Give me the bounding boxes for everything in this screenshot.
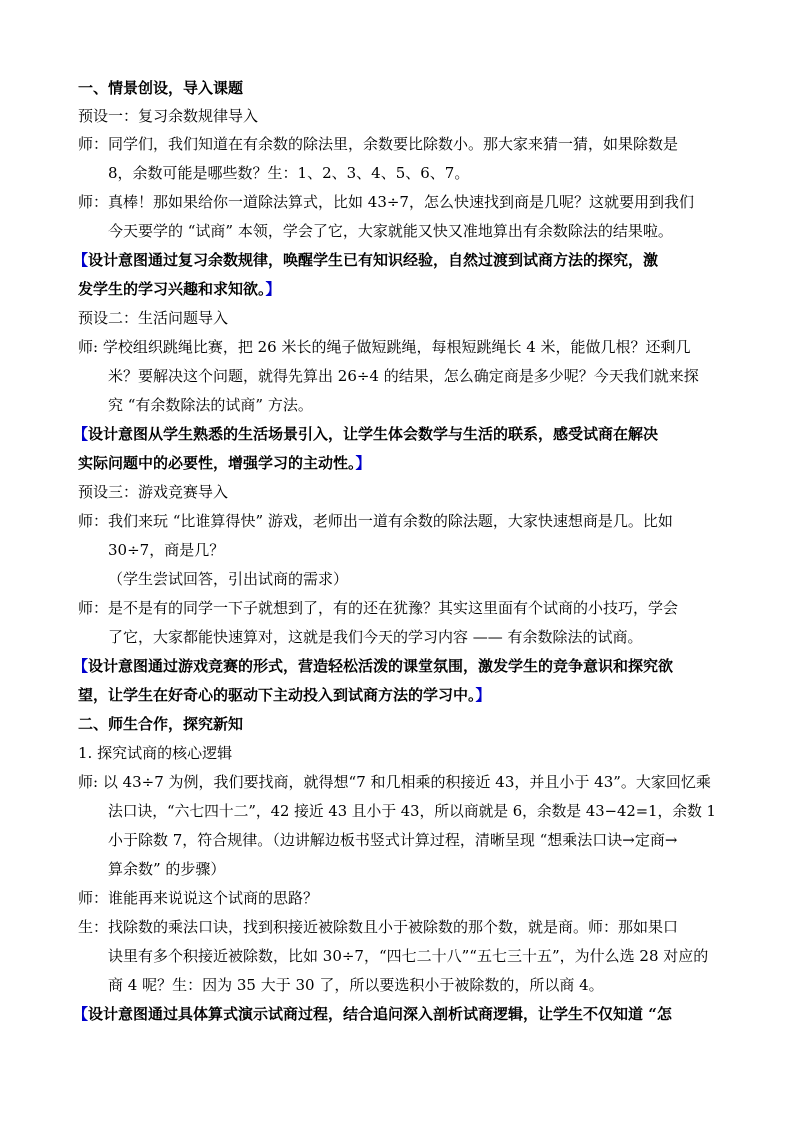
preset1-design-line2 xyxy=(78,279,281,299)
section2-heading: 二、师生合作，探究新知 xyxy=(78,715,244,733)
bracket-open: 【 xyxy=(73,251,89,269)
preset1-teacher1-line2: 8，余数可能是哪些数？生：1、2、3、4、5、6、7。 xyxy=(108,164,470,182)
bracket-open: 【 xyxy=(73,1005,89,1023)
preset2-design-line2 xyxy=(78,453,371,473)
design-text: 设计意图通过具体算式演示试商过程，结合追问深入剖析试商逻辑，让学生不仅知道 “怎 xyxy=(88,1005,672,1023)
section1-heading: 一、情景创设，导入课题 xyxy=(78,79,244,97)
preset2-design-line1 xyxy=(73,424,658,444)
section2-student-line1: 生：找除数的乘法口诀，找到积接近被除数且小于被除数的那个数，就是商。师：那如果口 xyxy=(78,918,679,936)
preset2-teacher-line1: 师: 学校组织跳绳比赛，把 26 米长的绳子做短跳绳，每根短跳绳长 4 米，能做几根？还剩几 xyxy=(78,338,691,356)
preset2-teacher-line2: 米？要解决这个问题，就得先算出 26÷4 的结果，怎么确定商是多少呢？今天我们就来探 xyxy=(108,367,699,385)
preset3-teacher2-line1: 师：是不是有的同学一下子就想到了，有的还在犹豫？其实这里面有个试商的小技巧，学会 xyxy=(78,599,679,617)
section2-teacher1-line4: 算余数” 的步骤） xyxy=(108,860,226,878)
preset3-note: （学生尝试回答，引出试商的需求） xyxy=(108,570,349,588)
preset1-design-line1 xyxy=(73,250,658,270)
bracket-close: 】 xyxy=(355,454,371,472)
preset1-teacher2-line1: 师：真棒！那如果给你一道除法算式，比如 43÷7，怎么快速找到商是几呢？这就要用到我们 xyxy=(78,193,694,211)
design-text: 实际问题中的必要性，增强学习的主动性。 xyxy=(78,454,356,472)
preset1-teacher2-line2: 今天要学的 “试商” 本领，学会了它，大家就能又快又准地算出有余数除法的结果啦。 xyxy=(108,222,673,240)
design-text: 设计意图通过游戏竞赛的形式，营造轻松活泼的课堂氛围，激发学生的竞争意识和探究欲 xyxy=(88,657,674,675)
section2-teacher1-line2: 法口诀，“六七四十二”，42 接近 43 且小于 43，所以商就是 6，余数是 43−42=1，余数 1 xyxy=(108,802,716,820)
bracket-open: 【 xyxy=(73,657,89,675)
preset1-teacher1-line1: 师：同学们，我们知道在有余数的除法里，余数要比除数小。那大家来猜一猜，如果除数是 xyxy=(78,135,679,153)
bracket-close: 】 xyxy=(475,686,491,704)
section2-sub1: 1. 探究试商的核心逻辑 xyxy=(78,744,233,762)
section2-student-line2: 诀里有多个积接近被除数，比如 30÷7，“四七二十八”“五七三十五”，为什么选 28 对应的 xyxy=(108,947,709,965)
design-text: 设计意图通过复习余数规律，唤醒学生已有知识经验，自然过渡到试商方法的探究，激 xyxy=(88,251,659,269)
section2-teacher1-line3: 小于除数 7，符合规律。（边讲解边板书竖式计算过程，清晰呈现 “想乘法口诀→定商→ xyxy=(108,831,678,849)
preset2-title: 预设二：生活问题导入 xyxy=(78,309,229,327)
preset1-title: 预设一：复习余数规律导入 xyxy=(78,107,259,125)
preset3-title: 预设三：游戏竞赛导入 xyxy=(78,483,229,501)
design-text: 望，让学生在好奇心的驱动下主动投入到试商方法的学习中。 xyxy=(78,686,476,704)
bracket-close: 】 xyxy=(265,280,281,298)
preset3-design-line1 xyxy=(73,656,673,676)
section2-teacher1-line1: 师: 以 43÷7 为例，我们要找商，就得想“7 和几相乘的积接近 43，并且小于 43”。大家回忆乘 xyxy=(78,773,711,791)
preset3-teacher1-line2: 30÷7，商是几？ xyxy=(108,541,225,559)
preset3-design-line2 xyxy=(78,685,491,705)
preset3-teacher1-line1: 师：我们来玩 “比谁算得快” 游戏，老师出一道有余数的除法题，大家快速想商是几。比如 xyxy=(78,512,673,530)
section2-teacher2: 师：谁能再来说说这个试商的思路？ xyxy=(78,889,319,907)
preset3-teacher2-line2: 了它，大家都能快速算对，这就是我们今天的学习内容 —— 有余数除法的试商。 xyxy=(108,628,643,646)
preset2-teacher-line3: 究 “有余数除法的试商” 方法。 xyxy=(108,396,313,414)
design-text: 设计意图从学生熟悉的生活场景引入，让学生体会数学与生活的联系，感受试商在解决 xyxy=(88,425,659,443)
section2-student-line3: 商 4 呢？生：因为 35 大于 30 了，所以要选积小于被除数的，所以商 4。 xyxy=(108,976,604,994)
design-text: 发学生的学习兴趣和求知欲。 xyxy=(78,280,266,298)
section2-design-line1 xyxy=(73,1004,672,1024)
bracket-open: 【 xyxy=(73,425,89,443)
